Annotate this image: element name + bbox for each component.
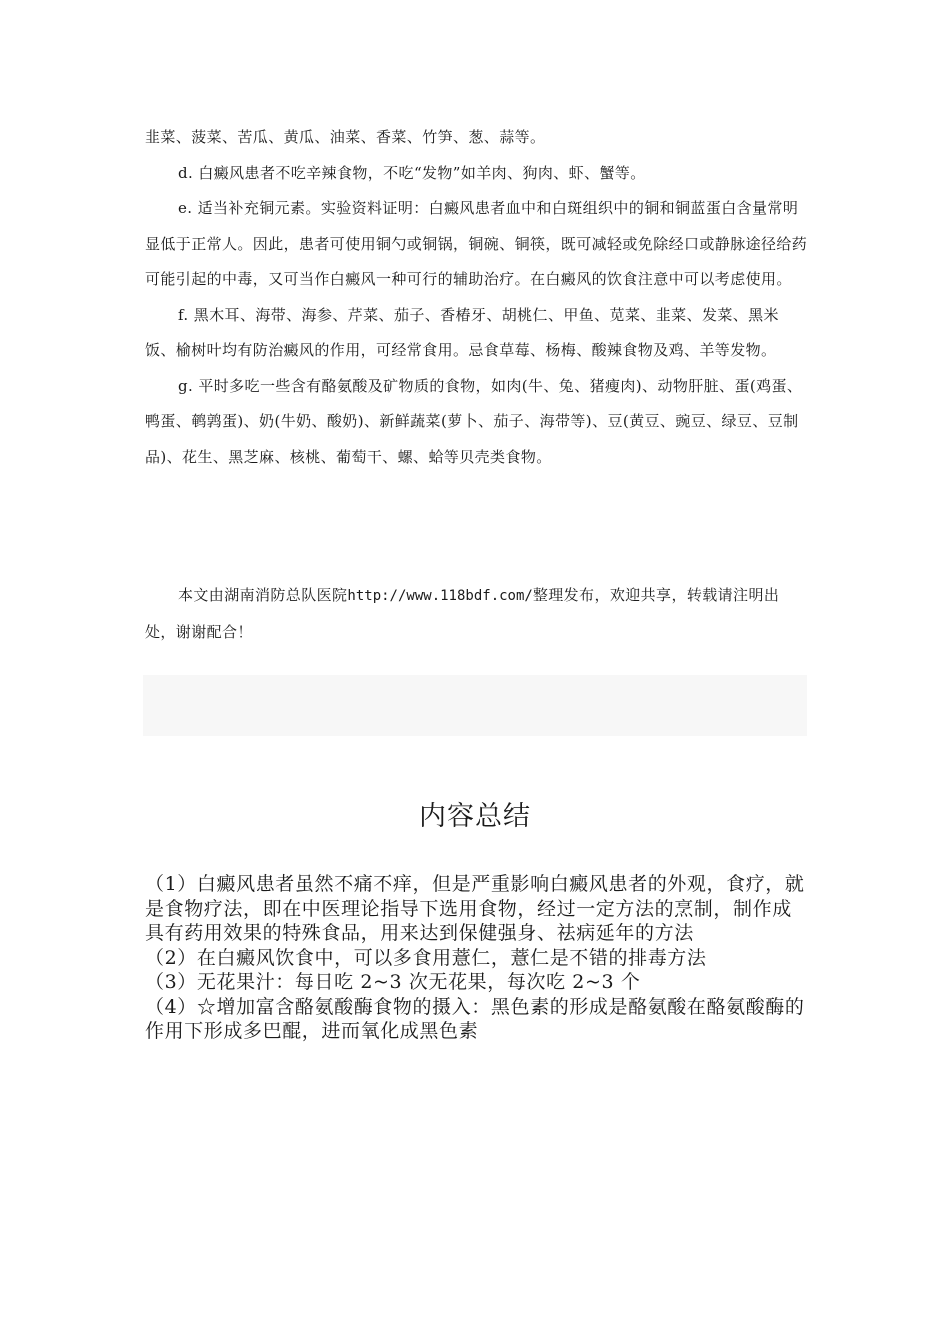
source-note-prefix: 本文由湖南消防总队医院	[178, 586, 348, 604]
paragraph-g: g. 平时多吃一些含有酪氨酸及矿物质的食物，如肉(牛、兔、猪瘦肉)、动物肝脏、蛋(鸡蛋、鸭蛋、鹌鹑蛋)、奶(牛奶、酸奶)、新鲜蔬菜(萝卜、茄子、海带等)、豆(黄豆、豌豆、绿豆、豆制品)、花生、黑芝麻、核桃、葡萄干、螺、蛤等贝壳类食物。	[145, 376, 803, 466]
summary-item: （3）无花果汁：每日吃 2~3 次无花果，每次吃 2~3 个	[145, 971, 641, 993]
source-note-suffix: 整理发布，欢迎共享，转载请注明出处，谢谢配合！	[145, 586, 780, 641]
document-body	[145, 120, 809, 475]
source-note	[145, 578, 809, 650]
summary-list	[145, 872, 809, 1044]
summary-title: 内容总结	[419, 801, 531, 832]
paragraph-d: d. 白癜风患者不吃辛辣食物，不吃“发物”如羊肉、狗肉、虾、蟹等。	[178, 163, 646, 182]
source-url-link[interactable]: http://www.118bdf.com/	[347, 588, 533, 604]
blank-banner-box	[143, 675, 807, 736]
paragraph-e: e. 适当补充铜元素。实验资料证明：白癜风患者血中和白斑组织中的铜和铜蓝蛋白含量常明显低于正常人。因此，患者可使用铜勺或铜锅，铜碗、铜筷，既可减轻或免除经口或静脉途径给药可能引起的中毒，又可当作白癜风一种可行的辅助治疗。在白癜风的饮食注意中可以考虑使用。	[145, 199, 808, 288]
summary-item: （1）白癜风患者虽然不痛不痒，但是严重影响白癜风患者的外观，食疗，就是食物疗法，即在中医理论指导下选用食物，经过一定方法的烹制，制作成具有药用效果的特殊食品，用来达到保健强身、祛病延年的方法	[145, 873, 805, 944]
paragraph-continuation: 韭菜、菠菜、苦瓜、黄瓜、油菜、香菜、竹笋、葱、蒜等。	[145, 128, 546, 146]
summary-item: （4）☆增加富含酪氨酸酶食物的摄入：黑色素的形成是酪氨酸在酪氨酸酶的作用下形成多巴醌，进而氧化成黑色素	[145, 995, 805, 1042]
source-note-text	[145, 578, 809, 650]
paragraph-f: f. 黑木耳、海带、海参、芹菜、茄子、香椿牙、胡桃仁、甲鱼、苋菜、韭菜、发菜、黑米饭、榆树叶均有防治癜风的作用，可经常食用。忌食草莓、杨梅、酸辣食物及鸡、羊等发物。	[145, 305, 779, 359]
summary-item: （2）在白癜风饮食中，可以多食用薏仁，薏仁是不错的排毒方法	[145, 946, 707, 969]
